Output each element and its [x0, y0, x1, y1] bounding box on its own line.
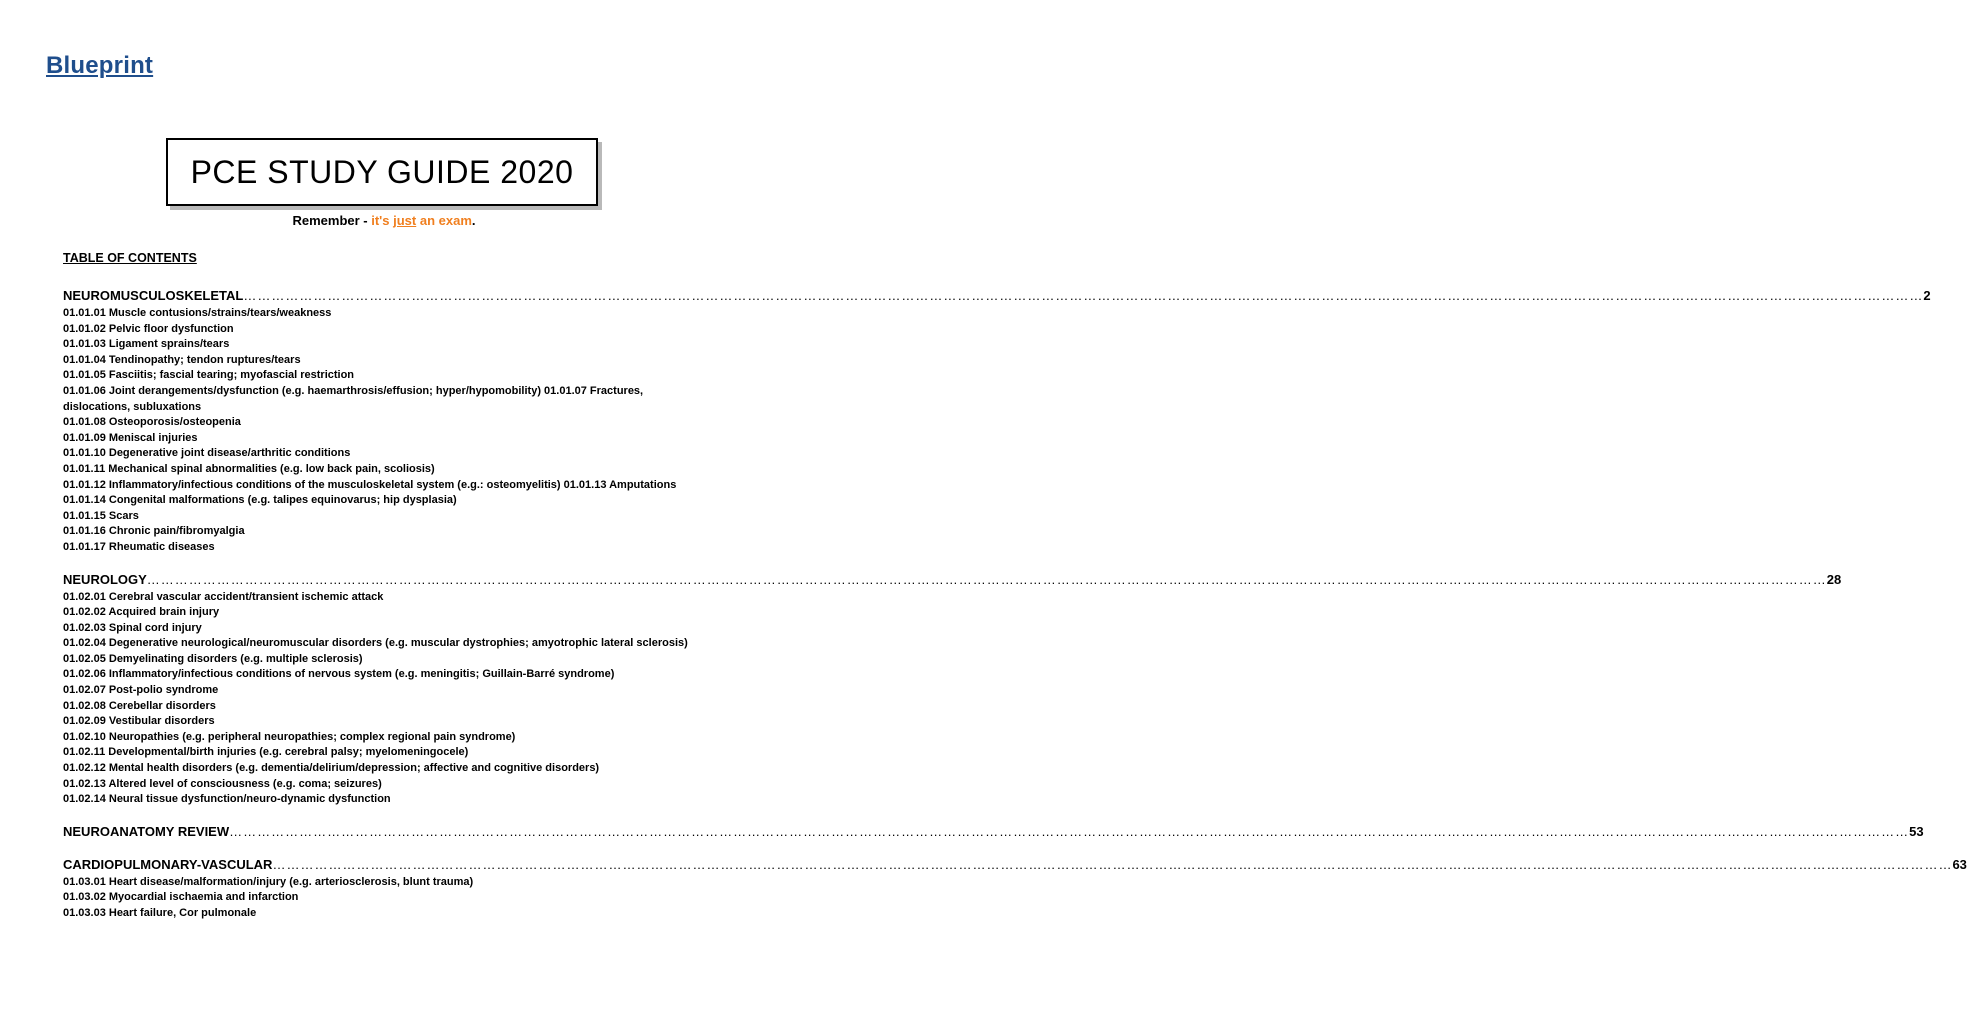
toc-section-heading[interactable] [63, 856, 1967, 874]
section-page-number: 63 [1952, 856, 1967, 872]
remember-suffix: . [471, 213, 476, 228]
toc-item: 01.01.11 Mechanical spinal abnormalities (e.g. low back pain, scoliosis) [63, 462, 435, 475]
toc-section [63, 823, 1924, 841]
toc-item: 01.03.02 Myocardial ischaemia and infarction [63, 891, 299, 904]
section-page-number: 28 [1826, 571, 1842, 587]
toc-item: 01.02.08 Cerebellar disorders [63, 699, 216, 712]
toc-section [63, 571, 1842, 808]
toc-item: 01.02.11 Developmental/birth injuries (e.g. cerebral palsy; myelomeningocele) [63, 746, 469, 759]
section-name: CARDIOPULMONARY-VASCULAR [63, 856, 273, 872]
toc-item: 01.02.13 Altered level of consciousness (e.g. coma; seizures) [63, 777, 382, 790]
toc-item: 01.01.14 Congenital malformations (e.g. talipes equinovarus; hip dysplasia) [63, 494, 457, 507]
toc-item: 01.01.15 Scars [63, 509, 139, 522]
remember-part3: an exam [416, 213, 472, 228]
toc-item: 01.02.02 Acquired brain injury [63, 606, 220, 619]
remember-tagline [0, 213, 768, 228]
toc-item: 01.01.10 Degenerative joint disease/arthritic conditions [63, 447, 351, 460]
dot-leader: ……………………………………………………………………………………………………………………………………………………………………………………………………………………………………………………………………………………………………………………………… [243, 288, 1924, 303]
section-name: NEUROLOGY [63, 571, 147, 587]
section-name: NEUROMUSCULOSKELETAL [63, 288, 244, 303]
toc-item: 01.01.08 Osteoporosis/osteopenia [63, 416, 241, 429]
remember-part2: just [393, 213, 417, 228]
dot-leader: ……………………………………………………………………………………………………………………………………………………………………………………………………………………………………………………………………………………………………………………………… [229, 823, 1910, 839]
blueprint-logo[interactable]: Blueprint [46, 52, 154, 79]
toc-item: 01.01.04 Tendinopathy; tendon ruptures/tears [63, 353, 301, 366]
toc-item: 01.01.06 Joint derangements/dysfunction (e.g. haemarthrosis/effusion; hyper/hypomobility) 01.01.07 Fractures, dislocations, subluxations [63, 384, 644, 413]
toc-section-heading[interactable] [63, 571, 1842, 589]
dot-leader: ……………………………………………………………………………………………………………………………………………………………………………………………………………………………………………………………………………………………………………………………… [272, 856, 1953, 872]
toc-item: 01.03.03 Heart failure, Cor pulmonale [63, 907, 257, 919]
toc-section-heading[interactable] [63, 287, 1931, 305]
toc-section [63, 287, 1931, 556]
toc-item: 01.02.01 Cerebral vascular accident/transient ischemic attack [63, 590, 384, 603]
toc-section-heading[interactable] [63, 823, 1924, 841]
toc-item: 01.01.05 Fasciitis; fascial tearing; myofascial restriction [63, 369, 355, 382]
section-page-number: 53 [1909, 823, 1924, 839]
dot-leader: ……………………………………………………………………………………………………………………………………………………………………………………………………………………………………………………………………………………………………………………………… [146, 571, 1827, 587]
toc-item: 01.01.02 Pelvic floor dysfunction [63, 322, 234, 335]
document-title-box [166, 138, 598, 206]
toc-item: 01.02.10 Neuropathies (e.g. peripheral neuropathies; complex regional pain syndrome) [63, 730, 516, 743]
toc-item: 01.01.17 Rheumatic diseases [63, 540, 215, 553]
section-name: NEUROANATOMY REVIEW [63, 823, 230, 839]
toc-item: 01.02.06 Inflammatory/infectious conditions of nervous system (e.g. meningitis; Guillain-Barré syndrome) [63, 668, 615, 681]
toc-item: 01.02.05 Demyelinating disorders (e.g. multiple sclerosis) [63, 652, 363, 665]
section-page-number: 2 [1923, 288, 1931, 303]
toc-item: 01.01.12 Inflammatory/infectious conditions of the musculoskeletal system (e.g.: osteomyelitis) 01.01.13 Amputations [63, 478, 677, 491]
toc-item: 01.02.07 Post-polio syndrome [63, 684, 219, 697]
toc-item: 01.03.01 Heart disease/malformation/injury (e.g. arteriosclerosis, blunt trauma) [63, 875, 474, 888]
toc-item: 01.01.03 Ligament sprains/tears [63, 338, 230, 351]
remember-part1: it's [371, 213, 394, 228]
toc-heading: TABLE OF CONTENTS [63, 251, 197, 265]
document-title: PCE STUDY GUIDE 2020 [190, 153, 574, 190]
toc-item: 01.02.14 Neural tissue dysfunction/neuro-dynamic dysfunction [63, 793, 391, 806]
toc-item: 01.02.04 Degenerative neurological/neuromuscular disorders (e.g. muscular dystrophies; amyotrophic lateral sclerosis) [63, 637, 688, 650]
toc-item: 01.01.16 Chronic pain/fibromyalgia [63, 525, 245, 538]
toc-section [63, 856, 1967, 922]
toc-item: 01.01.09 Meniscal injuries [63, 431, 198, 444]
remember-highlight [371, 213, 472, 228]
toc-item: 01.01.01 Muscle contusions/strains/tears/weakness [63, 307, 332, 319]
toc-item: 01.02.03 Spinal cord injury [63, 621, 202, 634]
remember-prefix: Remember - [292, 213, 372, 228]
toc-item: 01.02.12 Mental health disorders (e.g. dementia/delirium/depression; affective and cognitive disorders) [63, 762, 600, 775]
table-of-contents [63, 287, 1967, 937]
toc-item: 01.02.09 Vestibular disorders [63, 715, 215, 728]
